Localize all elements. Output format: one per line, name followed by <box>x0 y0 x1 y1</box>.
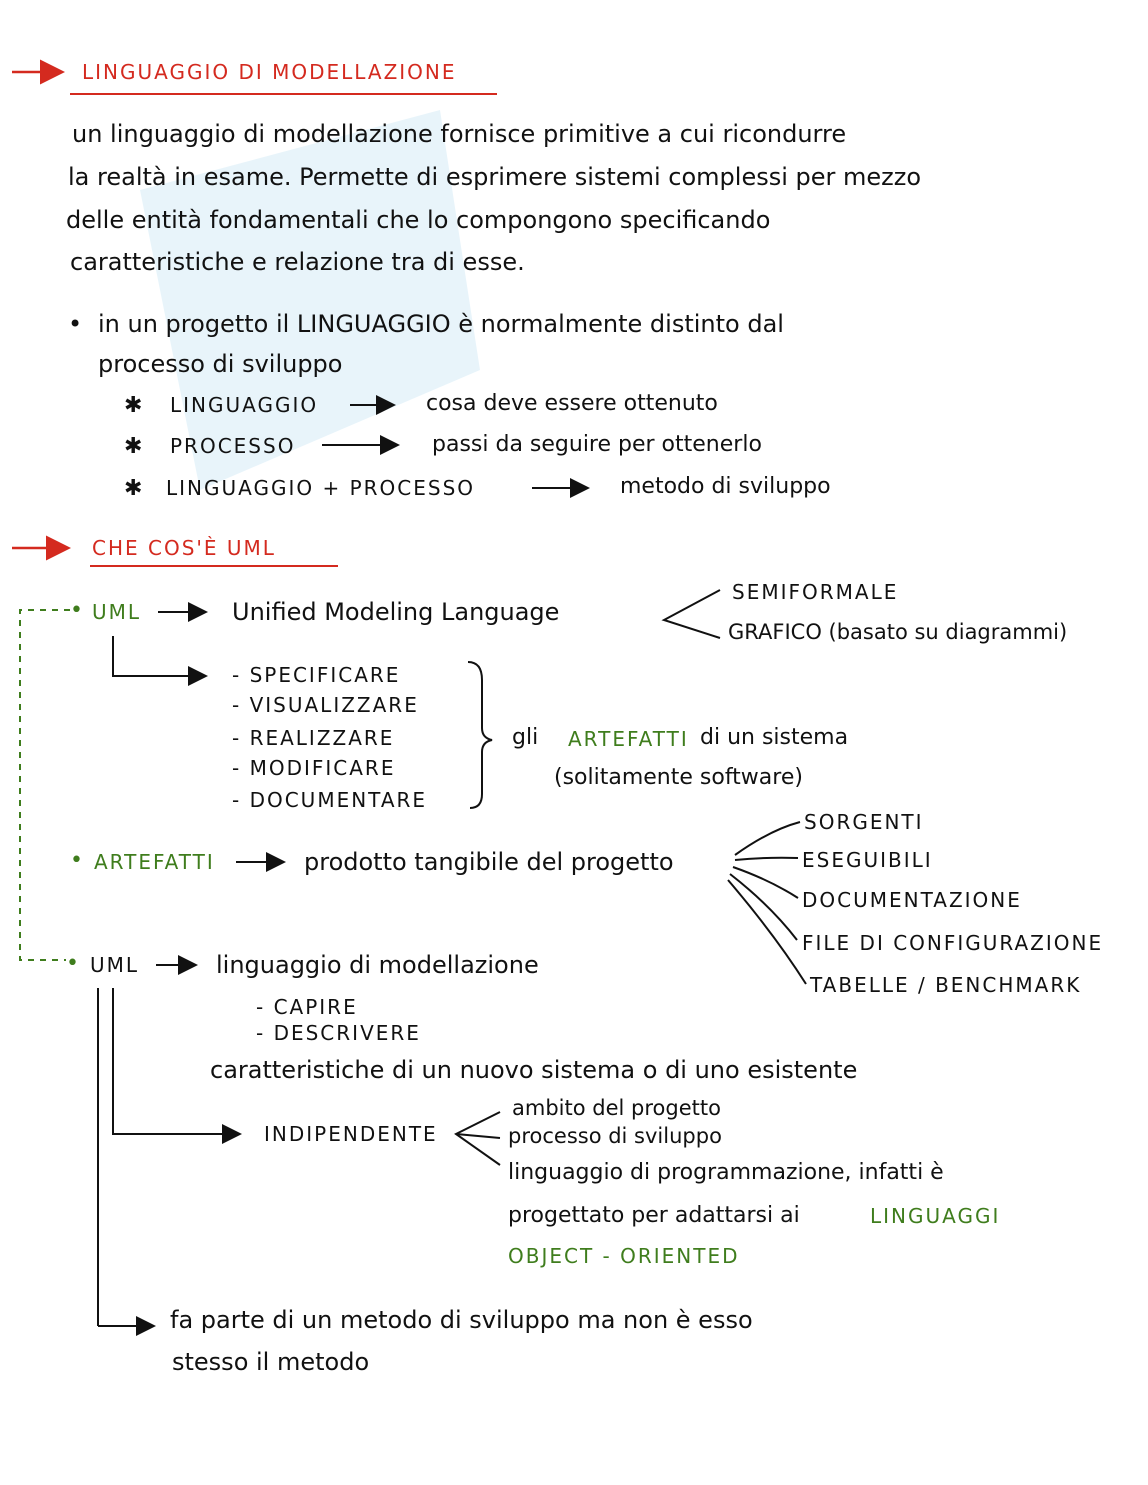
indipendente-item-linguaggio: linguaggio di programmazione, infatti è <box>508 1160 944 1185</box>
indipendente-label: INDIPENDENTE <box>264 1122 438 1146</box>
star-bullet: ✱ <box>124 393 143 418</box>
verb-modificare: - MODIFICARE <box>232 756 396 780</box>
uml1-branch-grafico: GRAFICO (basato su diagrammi) <box>728 620 1068 644</box>
indipendente-hl-object-oriented: OBJECT - ORIENTED <box>508 1244 740 1268</box>
row2-left: PROCESSO <box>170 434 296 458</box>
row1-right: cosa deve essere ottenuto <box>426 391 718 416</box>
bullet-dot: • <box>66 951 79 976</box>
bullet1-line-1: in un progetto il LINGUAGGIO è normalmente distinto dal <box>98 310 784 338</box>
row2-right: passi da seguire per ottenerlo <box>432 432 762 457</box>
indipendente-item-ambito: ambito del progetto <box>512 1096 721 1120</box>
artefatti-item-eseguibili: ESEGUIBILI <box>802 848 933 872</box>
final-line-1: fa parte di un metodo di sviluppo ma non è esso <box>170 1306 753 1334</box>
uml1-branch-semiformale: SEMIFORMALE <box>732 580 899 604</box>
verb-specificare: - SPECIFICARE <box>232 663 401 687</box>
uml2-label: UML <box>90 953 140 977</box>
bullet-dot: • <box>68 310 83 338</box>
heading-che-cose-uml: CHE COS'È UML <box>92 536 276 560</box>
intro-line-2: la realtà in esame. Permette di esprimere sistemi complessi per mezzo <box>68 163 922 191</box>
intro-line-3: delle entità fondamentali che lo compongono specificando <box>66 206 771 234</box>
bullet-dot: • <box>70 848 83 873</box>
artefatti-label: ARTEFATTI <box>94 850 215 874</box>
heading-linguaggio-modellazione: LINGUAGGIO DI MODELLAZIONE <box>82 60 457 84</box>
indipendente-item-processo: processo di sviluppo <box>508 1124 722 1148</box>
bullet1-line-2: processo di sviluppo <box>98 350 343 378</box>
star-bullet: ✱ <box>124 476 143 501</box>
verbs-target-suffix: di un sistema <box>700 725 849 750</box>
verbs-target-artefatti: ARTEFATTI <box>568 727 689 751</box>
row3-right: metodo di sviluppo <box>620 474 831 499</box>
bullet-dot: • <box>70 598 83 623</box>
uml1-definition: Unified Modeling Language <box>232 598 560 626</box>
verb-documentare: - DOCUMENTARE <box>232 788 428 812</box>
intro-line-1: un linguaggio di modellazione fornisce primitive a cui ricondurre <box>72 120 847 148</box>
uml2-caratteristiche: caratteristiche di un nuovo sistema o di uno esistente <box>210 1056 858 1084</box>
row1-left: LINGUAGGIO <box>170 393 319 417</box>
uml2-verb-capire: - CAPIRE <box>256 995 358 1019</box>
intro-line-4: caratteristiche e relazione tra di esse. <box>70 248 525 276</box>
star-bullet: ✱ <box>124 434 143 459</box>
artefatti-item-file-configurazione: FILE DI CONFIGURAZIONE <box>802 931 1104 955</box>
uml2-verb-descrivere: - DESCRIVERE <box>256 1021 421 1045</box>
artefatti-item-documentazione: DOCUMENTAZIONE <box>802 888 1022 912</box>
artefatti-item-sorgenti: SORGENTI <box>804 810 924 834</box>
indipendente-cont: progettato per adattarsi ai <box>508 1203 800 1228</box>
verbs-target-note: (solitamente software) <box>554 765 803 790</box>
uml2-definition: linguaggio di modellazione <box>216 951 539 979</box>
artefatti-definition: prodotto tangibile del progetto <box>304 848 674 876</box>
artefatti-item-tabelle-benchmark: TABELLE / BENCHMARK <box>810 973 1082 997</box>
final-line-2: stesso il metodo <box>172 1348 370 1376</box>
verb-realizzare: - REALIZZARE <box>232 726 395 750</box>
row3-left: LINGUAGGIO + PROCESSO <box>166 476 476 500</box>
verbs-target-prefix: gli <box>512 725 539 750</box>
uml1-label: UML <box>92 600 142 624</box>
verb-visualizzare: - VISUALIZZARE <box>232 693 419 717</box>
indipendente-hl-linguaggi: LINGUAGGI <box>870 1204 1001 1228</box>
